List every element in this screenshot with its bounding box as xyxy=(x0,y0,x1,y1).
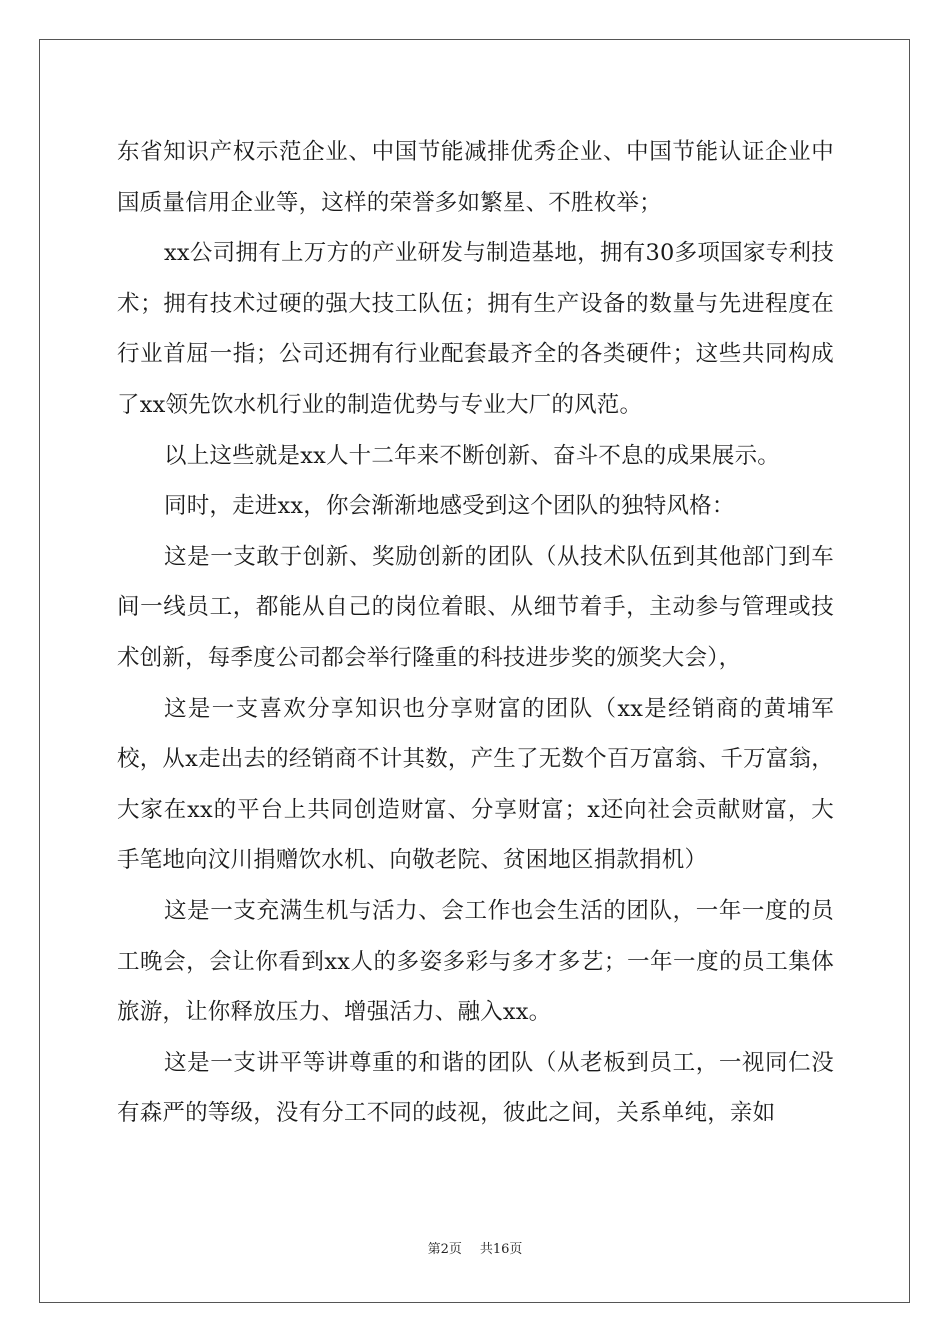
paragraph: 这是一支喜欢分享知识也分享财富的团队（xx是经销商的黄埔军校，从x走出去的经销商不计其数，产生了无数个百万富翁、千万富翁，大家在xx的平台上共同创造财富、分享财富；x还向社会贡献财富，大手笔地向汶川捐赠饮水机、向敬老院、贫困地区捐款捐机） xyxy=(117,695,834,874)
page-total: 共16页 xyxy=(479,1242,523,1257)
page-number: 第2页 xyxy=(427,1242,462,1257)
paragraph: 这是一支充满生机与活力、会工作也会生活的团队，一年一度的员工晚会，会让你看到xx人的多姿多彩与多才多艺；一年一度的员工集体旅游，让你释放压力、增强活力、融入xx。 xyxy=(117,897,834,1026)
paragraph: 以上这些就是xx人十二年来不断创新、奋斗不息的成果展示。 xyxy=(164,442,780,469)
paragraph: xx公司拥有上万方的产业研发与制造基地，拥有30多项国家专利技术；拥有技术过硬的强大技工队伍；拥有生产设备的数量与先进程度在行业首屈一指；公司还拥有行业配套最齐全的各类硬件；这些共同构成了xx领先饮水机行业的制造优势与专业大厂的风范。 xyxy=(117,240,834,418)
page-footer xyxy=(0,1238,950,1257)
paragraph: 这是一支讲平等讲尊重的和谐的团队（从老板到员工，一视同仁没有森严的等级，没有分工不同的歧视，彼此之间，关系单纯，亲如 xyxy=(117,1049,834,1127)
paragraph: 这是一支敢于创新、奖励创新的团队（从技术队伍到其他部门到车间一线员工，都能从自己的岗位着眼、从细节着手，主动参与管理或技术创新，每季度公司都会举行隆重的科技进步奖的颁奖大会）， xyxy=(117,543,834,671)
paragraph: 同时，走进xx，你会渐渐地感受到这个团队的独特风格： xyxy=(164,493,735,520)
document-body xyxy=(117,127,834,1139)
paragraph: 东省知识产权示范企业、中国节能减排优秀企业、中国节能认证企业中国质量信用企业等，这样的荣誉多如繁星、不胜枚举； xyxy=(117,139,834,216)
